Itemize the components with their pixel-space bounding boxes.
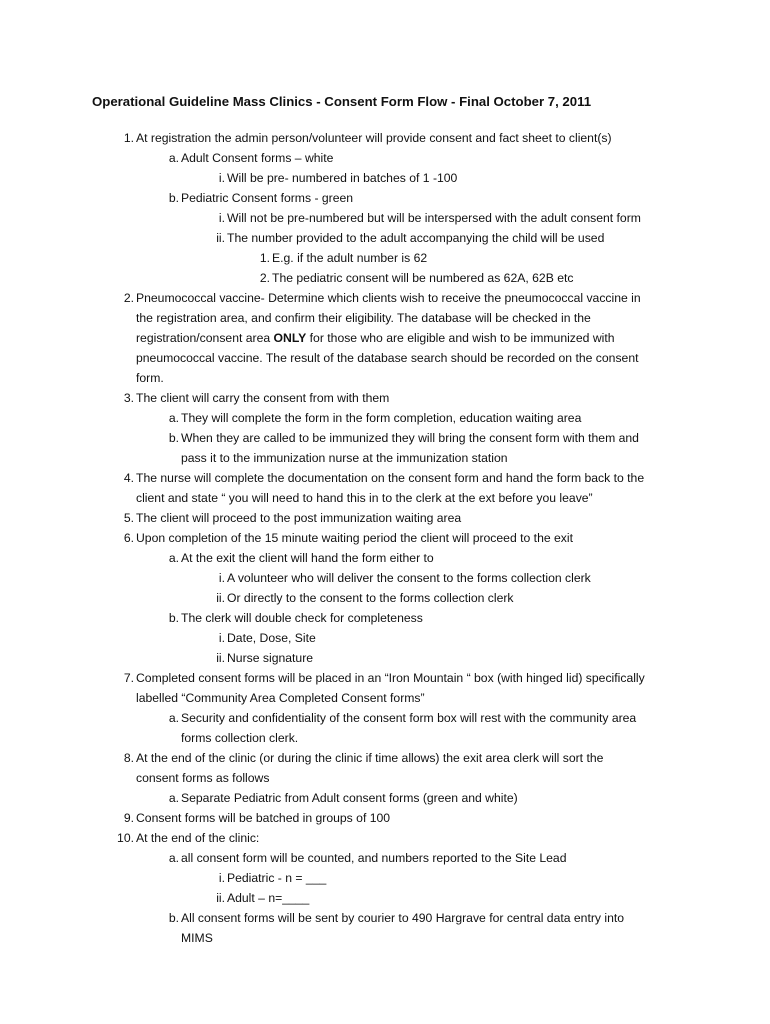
list-marker: a. <box>168 851 179 865</box>
list-item-text: The pediatric consent will be numbered as 62A, 62B etc <box>272 271 574 285</box>
list-item-text: When they are called to be immunized they will bring the consent form with them and <box>181 431 639 445</box>
list-item-continuation: the registration area, and confirm their eligibility. The database will be checked in the <box>136 311 591 325</box>
list-item-text: Pediatric - n = ___ <box>227 871 327 885</box>
list-item-text: The number provided to the adult accompanying the child will be used <box>227 231 605 245</box>
list-item-text: Adult Consent forms – white <box>181 151 334 165</box>
list-item-continuation: form. <box>136 371 164 385</box>
emphasis-only: ONLY <box>273 331 307 345</box>
list-item-text: The client will carry the consent from with them <box>136 391 390 405</box>
list-marker: 2. <box>259 271 270 285</box>
list-item-text: Adult – n=____ <box>227 891 310 905</box>
list-item-text: Pneumococcal vaccine- Determine which clients wish to receive the pneumococcal vaccine in <box>136 291 641 305</box>
list-marker: 8. <box>123 751 134 765</box>
document-title: Operational Guideline Mass Clinics - Consent Form Flow - Final October 7, 2011 <box>92 94 592 109</box>
list-item-text: Will not be pre-numbered but will be interspersed with the adult consent form <box>227 211 641 225</box>
list-item-text: The client will proceed to the post immunization waiting area <box>136 511 462 525</box>
list-item-text: The nurse will complete the documentation on the consent form and hand the form back to the <box>136 471 645 485</box>
list-marker: 7. <box>123 671 134 685</box>
list-marker: i. <box>218 631 225 645</box>
list-item-text: all consent form will be counted, and numbers reported to the Site Lead <box>181 851 567 865</box>
list-marker: b. <box>168 431 179 445</box>
list-item-text: E.g. if the adult number is 62 <box>272 251 428 265</box>
list-item-continuation: labelled “Community Area Completed Consent forms” <box>136 691 425 705</box>
list-marker: a. <box>168 411 179 425</box>
list-marker: 10. <box>117 831 134 845</box>
list-marker: a. <box>168 791 179 805</box>
list-item-text: Or directly to the consent to the forms collection clerk <box>227 591 514 605</box>
list-marker: a. <box>168 151 179 165</box>
text-run: registration/consent area <box>136 331 274 345</box>
list-item-text: Consent forms will be batched in groups of 100 <box>136 811 391 825</box>
list-marker: i. <box>218 171 225 185</box>
list-marker: i. <box>218 871 225 885</box>
list-marker: 1. <box>259 251 270 265</box>
list-item-text: The clerk will double check for completeness <box>181 611 423 625</box>
list-item-continuation <box>136 328 615 348</box>
list-item-text: Date, Dose, Site <box>227 631 316 645</box>
list-item-text: At registration the admin person/volunteer will provide consent and fact sheet to client(s) <box>136 131 612 145</box>
list-marker: a. <box>168 551 179 565</box>
list-marker: b. <box>168 911 179 925</box>
list-item-continuation: pneumococcal vaccine. The result of the database search should be recorded on the consent <box>136 351 639 365</box>
list-marker: 9. <box>123 811 134 825</box>
list-marker: i. <box>218 571 225 585</box>
list-item-text: Nurse signature <box>227 651 314 665</box>
list-marker: 4. <box>123 471 134 485</box>
list-marker: ii. <box>216 231 225 245</box>
list-marker: a. <box>168 711 179 725</box>
list-item-continuation: consent forms as follows <box>136 771 270 785</box>
list-item-text: Security and confidentiality of the consent form box will rest with the community area <box>181 711 637 725</box>
list-marker: 6. <box>123 531 134 545</box>
list-item-continuation: pass it to the immunization nurse at the immunization station <box>181 451 508 465</box>
list-item-text: Will be pre- numbered in batches of 1 -100 <box>227 171 458 185</box>
list-item-text: Upon completion of the 15 minute waiting period the client will proceed to the exit <box>136 531 573 545</box>
list-item-text: Completed consent forms will be placed in an “Iron Mountain “ box (with hinged lid) specifically <box>136 671 645 685</box>
list-item-continuation: MIMS <box>181 931 213 945</box>
list-marker: ii. <box>216 651 225 665</box>
list-item-text: They will complete the form in the form completion, education waiting area <box>181 411 582 425</box>
list-marker: ii. <box>216 891 225 905</box>
list-marker: 1. <box>123 131 134 145</box>
list-item-text: At the exit the client will hand the form either to <box>181 551 434 565</box>
list-item-text: Separate Pediatric from Adult consent forms (green and white) <box>181 791 518 805</box>
list-marker: 2. <box>123 291 134 305</box>
list-marker: 3. <box>123 391 134 405</box>
list-marker: 5. <box>123 511 134 525</box>
list-item-text: A volunteer who will deliver the consent to the forms collection clerk <box>227 571 591 585</box>
list-marker: b. <box>168 191 179 205</box>
list-item-text: At the end of the clinic (or during the clinic if time allows) the exit area clerk will sort the <box>136 751 604 765</box>
list-item-continuation: client and state “ you will need to hand this in to the clerk at the ext before you leave” <box>136 491 593 505</box>
list-marker: i. <box>218 211 225 225</box>
list-item-text: Pediatric Consent forms - green <box>181 191 354 205</box>
list-item-text: At the end of the clinic: <box>136 831 260 845</box>
list-marker: b. <box>168 611 179 625</box>
list-item-text: All consent forms will be sent by courier to 490 Hargrave for central data entry into <box>181 911 625 925</box>
text-run: for those who are eligible and wish to be immunized with <box>306 331 615 345</box>
list-marker: ii. <box>216 591 225 605</box>
list-item-continuation: forms collection clerk. <box>181 731 299 745</box>
